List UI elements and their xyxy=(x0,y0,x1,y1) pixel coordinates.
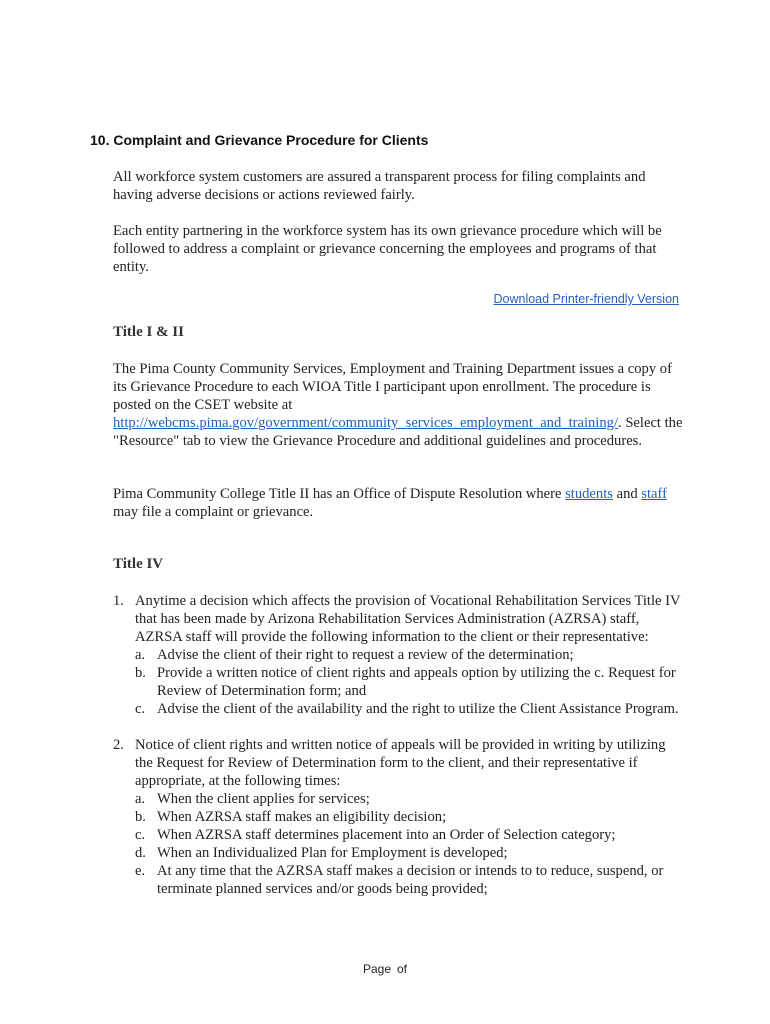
sub-text: When AZRSA staff determines placement into an Order of Selection category; xyxy=(157,827,616,843)
list-number: 1. xyxy=(113,593,124,609)
list-item-text: Anytime a decision which affects the provision of Vocational Rehabilitation Services Title IV that has been made by Arizona Rehabilitation Services Administration (AZRSA) staff, AZRSA staff will provide the following information to the client or their representative: xyxy=(135,593,681,645)
staff-link[interactable]: staff xyxy=(641,486,667,502)
sub-letter: a. xyxy=(135,647,146,663)
title-1-2-heading: Title I & II xyxy=(113,324,184,340)
title-2-paragraph xyxy=(113,485,683,521)
cset-website-link[interactable]: http://webcms.pima.gov/government/community_services_employment_and_training/ xyxy=(113,415,619,431)
sub-letter: b. xyxy=(135,665,146,681)
list-item-1 xyxy=(113,592,685,718)
sub-letter: c. xyxy=(135,701,146,717)
sub-text: Provide a written notice of client rights and appeals option by utilizing the c. Request for Review of Determination form; and xyxy=(157,665,676,699)
sub-letter: d. xyxy=(135,845,146,861)
sub-letter: a. xyxy=(135,791,146,807)
title-2-text-mid: and xyxy=(616,486,638,502)
intro-paragraph-2: Each entity partnering in the workforce system has its own grievance procedure which will be followed to address a complaint or grievance concerning the employees and programs of that entity. xyxy=(113,223,662,275)
intro-paragraph-1: All workforce system customers are assured a transparent process for filing complaints and having adverse decisions or actions reviewed fairly. xyxy=(113,169,646,203)
students-link[interactable]: students xyxy=(565,486,613,502)
sub-item xyxy=(135,790,685,808)
sub-item xyxy=(135,844,685,862)
sub-text: Advise the client of their right to request a review of the determination; xyxy=(157,647,574,663)
sub-item xyxy=(135,862,685,898)
sub-item xyxy=(135,808,685,826)
sub-item xyxy=(135,700,685,718)
of-label: of xyxy=(397,962,408,976)
sub-letter: c. xyxy=(135,827,146,843)
list-item-text: Notice of client rights and written notice of appeals will be provided in writing by utilizing the Request for Review of Determination form to the client, and their representative if appropriate, at the following times: xyxy=(135,737,666,789)
title-1-paragraph xyxy=(113,360,683,450)
title-4-heading: Title IV xyxy=(113,556,164,572)
title-1-text-before: The Pima County Community Services, Employment and Training Department issues a copy of its Grievance Procedure to each WIOA Title I participant upon enrollment. The procedure is posted on the CSET website at xyxy=(113,361,672,413)
page-footer xyxy=(0,962,770,976)
sub-letter: b. xyxy=(135,809,146,825)
title-2-text-after: may file a complaint or grievance. xyxy=(113,504,314,520)
title-2-text-before: Pima Community College Title II has an Office of Dispute Resolution where xyxy=(113,486,562,502)
sub-letter: e. xyxy=(135,863,146,879)
sub-text: Advise the client of the availability and the right to utilize the Client Assistance Program. xyxy=(157,701,679,717)
list-item-2 xyxy=(113,736,685,898)
title-1-text-after: . Select the "Resource" tab to view the Grievance Procedure and additional guidelines and procedures. xyxy=(113,415,683,449)
title-4-list xyxy=(113,592,685,898)
sub-item xyxy=(135,664,685,700)
sub-item xyxy=(135,646,685,664)
sub-text: When an Individualized Plan for Employment is developed; xyxy=(157,845,508,861)
sub-text: At any time that the AZRSA staff makes a decision or intends to to reduce, suspend, or terminate planned services and/or goods being provided; xyxy=(157,863,664,897)
sub-text: When AZRSA staff makes an eligibility decision; xyxy=(157,809,447,825)
list-number: 2. xyxy=(113,737,124,753)
sub-text: When the client applies for services; xyxy=(157,791,370,807)
section-heading: 10. Complaint and Grievance Procedure for Clients xyxy=(90,132,429,148)
download-printer-friendly-link[interactable]: Download Printer-friendly Version xyxy=(493,292,679,306)
page-label: Page xyxy=(362,962,391,976)
sub-item xyxy=(135,826,685,844)
